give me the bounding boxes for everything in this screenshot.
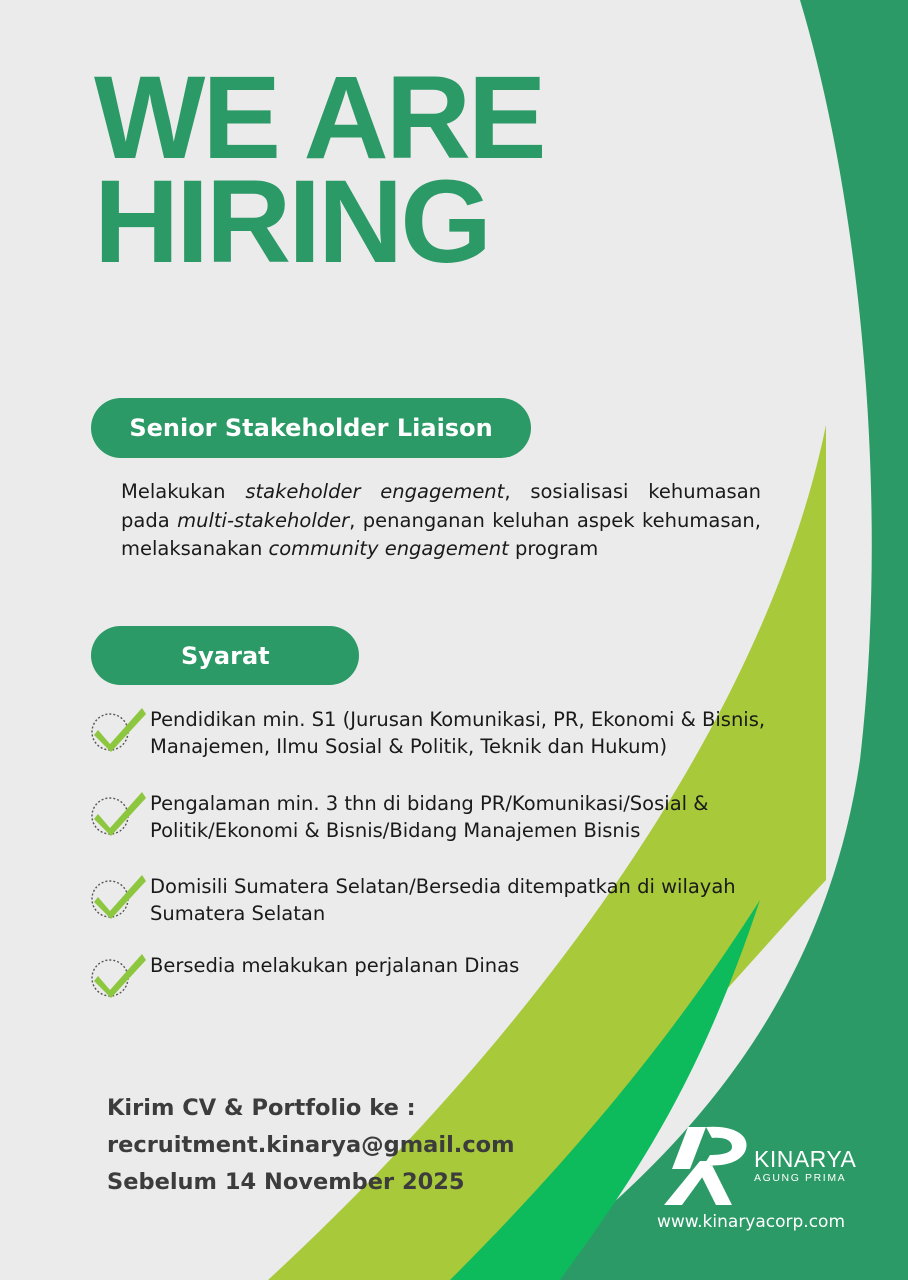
requirement-text: Pengalaman min. 3 thn di bidang PR/Komunikasi/Sosial & Politik/Ekonomi & Bisnis/Bidang Manajemen Bisnis [150, 792, 709, 842]
brand-tagline: AGUNG PRIMA [754, 1172, 847, 1184]
headline-line-1: WE ARE [94, 52, 544, 184]
description-part-italic: stakeholder engagement [245, 480, 505, 503]
description-part: Melakukan [121, 480, 246, 503]
description-part-italic: community engagement [268, 537, 509, 560]
requirements-title: Syarat [181, 641, 270, 670]
website-link[interactable]: www.kinaryacorp.com [657, 1212, 846, 1232]
requirement-text: Bersedia melakukan perjalanan Dinas [150, 954, 520, 977]
checkmark-icon [90, 788, 148, 838]
position-title: Senior Stakeholder Liaison [129, 414, 493, 442]
requirements-title-badge [91, 626, 359, 685]
headline-line-2: HIRING [94, 156, 489, 288]
kinarya-logo [660, 1125, 760, 1207]
contact-deadline: Sebelum 14 November 2025 [107, 1169, 465, 1195]
requirement-text: Pendidikan min. S1 (Jurusan Komunikasi, PR, Ekonomi & Bisnis, Manajemen, Ilmu Sosial & Politik, Teknik dan Hukum) [150, 708, 766, 758]
position-title-badge [91, 398, 531, 458]
contact-info [107, 1090, 515, 1201]
brand [754, 1146, 856, 1184]
position-description [121, 478, 761, 564]
checkmark-icon [90, 950, 148, 1000]
contact-email: recruitment.kinarya@gmail.com [107, 1132, 515, 1158]
description-part: program [508, 537, 599, 560]
brand-name: KINARYA [754, 1146, 857, 1172]
requirement-text: Domisili Sumatera Selatan/Bersedia ditempatkan di wilayah Sumatera Selatan [150, 875, 736, 925]
description-part: , sosialisasi kehumasan pada [121, 480, 761, 532]
headline [94, 52, 544, 288]
contact-label: Kirim CV & Portfolio ke : [107, 1095, 416, 1121]
checkmark-icon [90, 704, 148, 754]
description-part-italic: multi-stakeholder [177, 508, 350, 532]
checkmark-icon [90, 871, 148, 921]
description-part: , penanganan keluhan aspek kehumasan, melaksanakan [121, 508, 761, 560]
